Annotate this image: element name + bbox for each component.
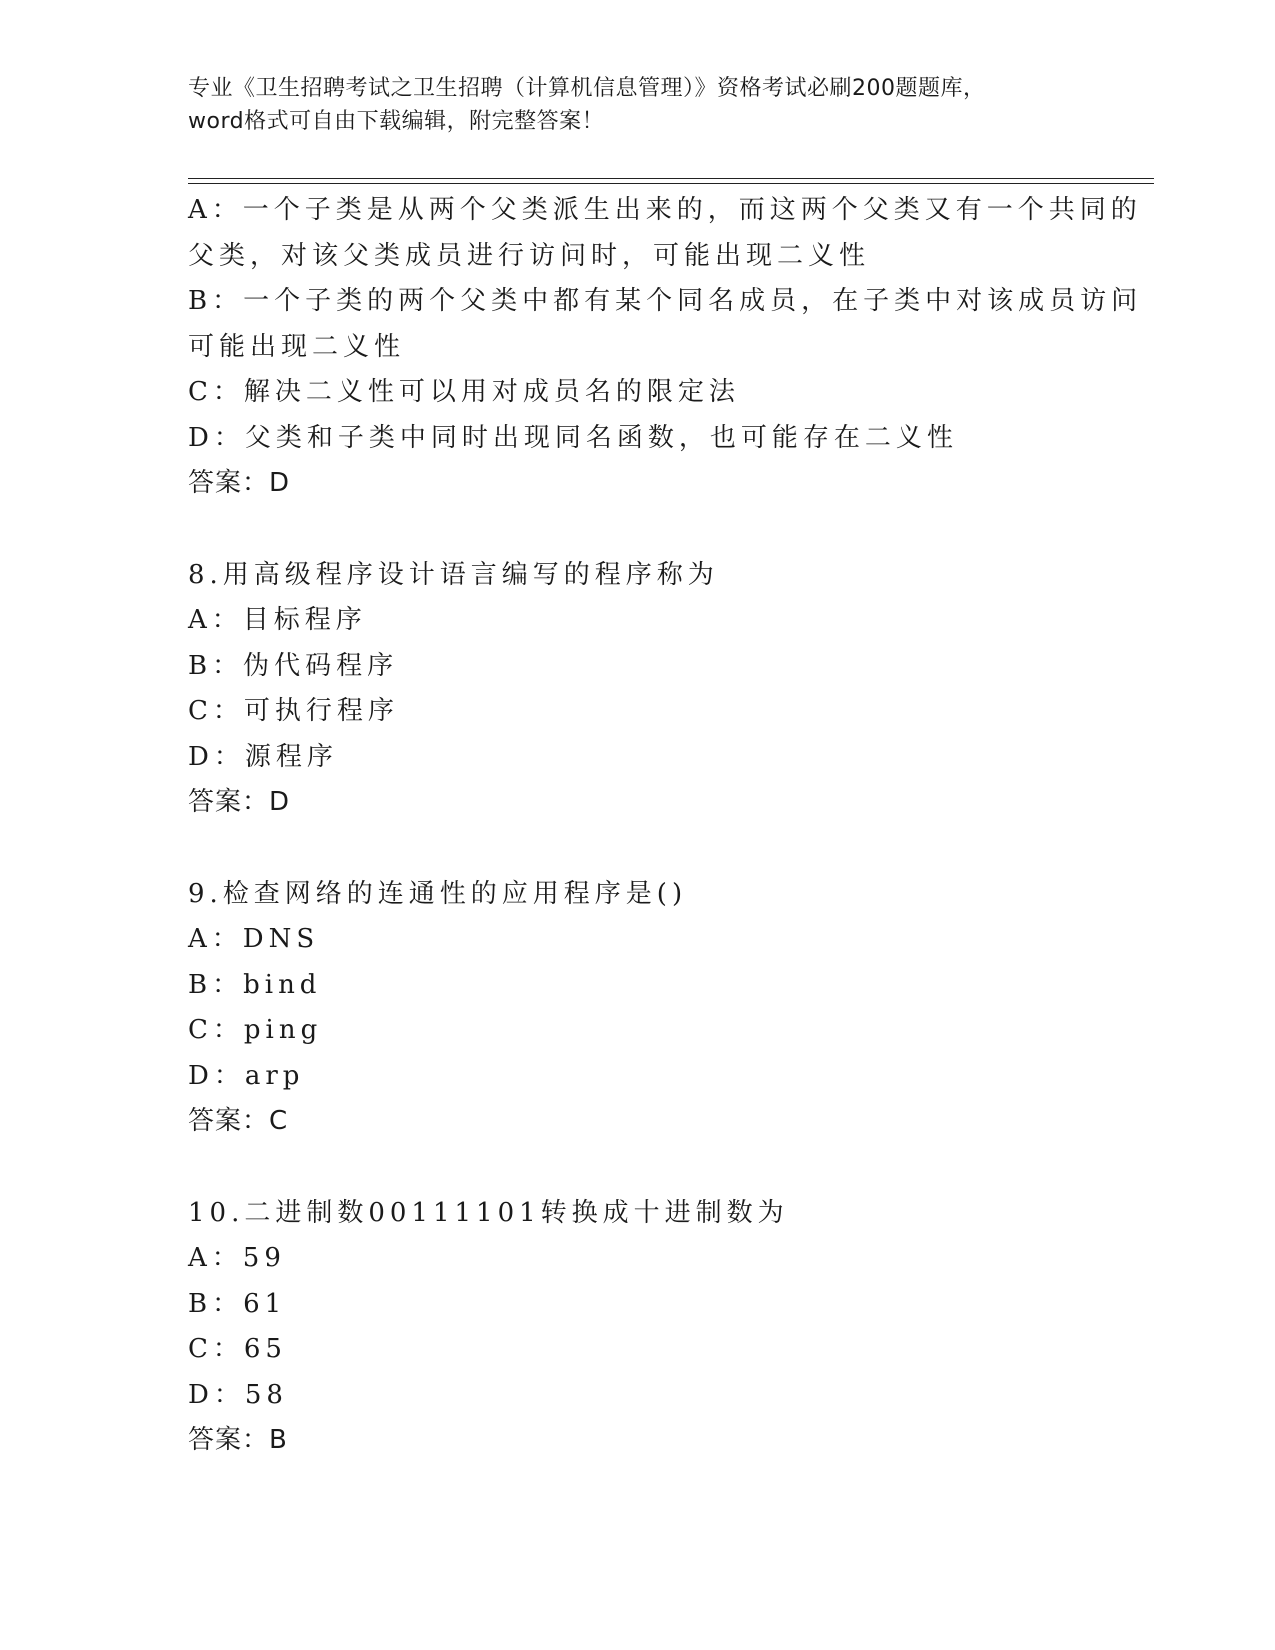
option-c: C：ping [188,1015,323,1045]
document-header [188,72,1088,138]
option-a: A：目标程序 [188,605,367,635]
option-d: D：58 [188,1379,288,1410]
option-c: C：65 [188,1334,287,1364]
answer-line: 答案：D [188,787,291,817]
header-line-1: 专业《卫生招聘考试之卫生招聘（计算机信息管理）》资格考试必刷200题题库， [188,76,986,101]
option-line: 可能出现二义性 [188,331,406,362]
answer-line: 答案：D [188,468,291,498]
option-line: D：父类和子类中同时出现同名函数，也可能存在二义性 [188,422,958,453]
question-stem: 9.检查网络的连通性的应用程序是() [188,878,688,909]
option-a: A：59 [188,1243,286,1273]
option-d: D：源程序 [188,741,338,772]
question-stem: 10.二进制数00111101转换成十进制数为 [188,1197,789,1228]
header-divider-bottom [188,183,1154,184]
option-line: C：解决二义性可以用对成员名的限定法 [188,377,740,407]
option-line: B：一个子类的两个父类中都有某个同名成员，在子类中对该成员访问 [188,286,1143,316]
option-line: 父类，对该父类成员进行访问时，可能出现二义性 [188,240,871,271]
option-b: B：bind [188,969,322,1000]
answer-line: 答案：B [188,1425,288,1455]
question-stem: 8.用高级程序设计语言编写的程序称为 [188,559,719,590]
option-d: D：arp [188,1060,305,1091]
question-block-10 [188,1191,1188,1464]
option-b: B：61 [188,1288,287,1319]
option-c: C：可执行程序 [188,696,399,726]
question-block-8 [188,553,1188,826]
spacer [188,1145,1188,1191]
option-a: A：DNS [188,924,320,954]
question-block-9 [188,872,1188,1145]
question-list [188,188,1188,1464]
question-block-7 [188,188,1188,507]
header-line-2: word格式可自由下载编辑，附完整答案！ [188,109,605,134]
header-divider-top [188,178,1154,179]
spacer [188,507,1188,553]
option-line: A：一个子类是从两个父类派生出来的，而这两个父类又有一个共同的 [188,195,1142,225]
spacer [188,826,1188,872]
option-b: B：伪代码程序 [188,650,399,681]
answer-line: 答案：C [188,1106,289,1136]
